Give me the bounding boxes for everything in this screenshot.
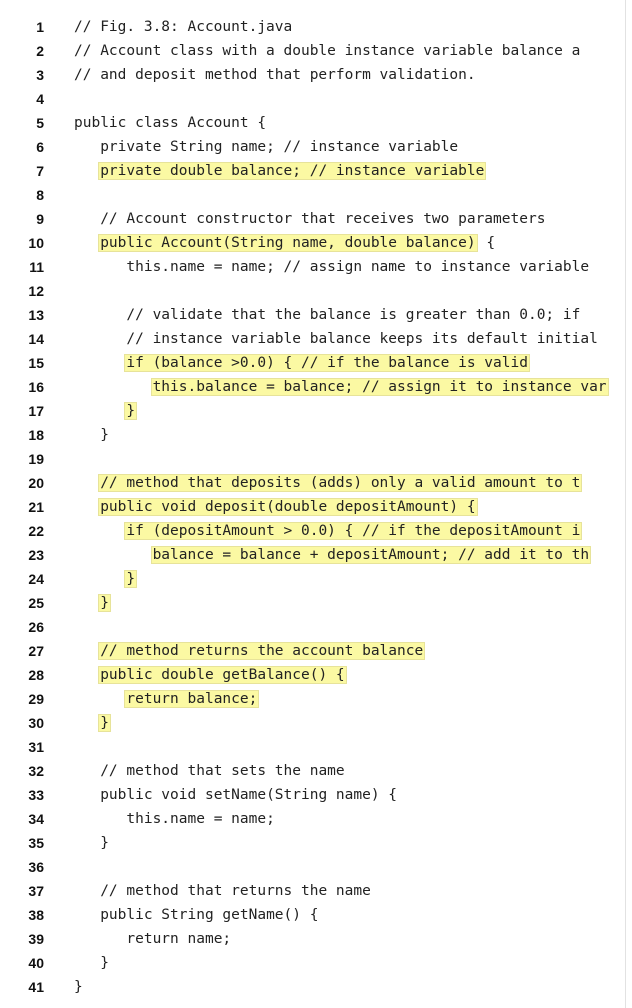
indent xyxy=(74,475,100,491)
line-code xyxy=(74,351,530,375)
code-text: public String getName() { xyxy=(100,907,319,923)
indent xyxy=(74,403,126,419)
code-line xyxy=(0,495,626,519)
code-line xyxy=(0,39,626,63)
indent xyxy=(74,571,126,587)
line-number: 33 xyxy=(28,787,44,803)
indent xyxy=(74,235,100,251)
code-line xyxy=(0,711,626,735)
code-line xyxy=(0,447,626,471)
line-number: 37 xyxy=(28,883,44,899)
indent xyxy=(74,883,100,899)
code-line xyxy=(0,87,626,111)
line-code xyxy=(74,519,582,543)
code-line xyxy=(0,255,626,279)
code-text: } xyxy=(100,955,109,971)
highlighted-code-text: if (depositAmount > 0.0) { // if the depositAmount i xyxy=(126,523,581,539)
line-code xyxy=(74,543,591,567)
code-line xyxy=(0,951,626,975)
code-text-suffix: { xyxy=(477,235,496,251)
line-number: 16 xyxy=(28,379,44,395)
line-code xyxy=(74,207,545,231)
indent xyxy=(74,163,100,179)
line-number: 29 xyxy=(28,691,44,707)
line-number: 27 xyxy=(28,643,44,659)
line-number: 9 xyxy=(36,211,44,227)
line-number: 35 xyxy=(28,835,44,851)
line-number: 4 xyxy=(36,91,44,107)
line-code xyxy=(74,375,609,399)
highlighted-code-text: // method returns the account balance xyxy=(100,643,424,659)
line-code xyxy=(74,663,347,687)
code-text: this.name = name; xyxy=(126,811,275,827)
code-line xyxy=(0,231,626,255)
indent xyxy=(74,907,100,923)
code-line xyxy=(0,807,626,831)
code-line xyxy=(0,831,626,855)
code-text: // method that sets the name xyxy=(100,763,345,779)
line-code xyxy=(74,423,109,447)
highlighted-code-text: return balance; xyxy=(126,691,258,707)
line-number: 1 xyxy=(36,19,44,35)
highlighted-code-text: this.balance = balance; // assign it to instance var xyxy=(152,379,607,395)
highlighted-code-text: } xyxy=(100,595,109,611)
code-line xyxy=(0,279,626,303)
line-number: 17 xyxy=(28,403,44,419)
code-line xyxy=(0,63,626,87)
line-number: 7 xyxy=(36,163,44,179)
code-text: // and deposit method that perform validation. xyxy=(74,67,476,83)
line-code xyxy=(74,687,259,711)
code-line xyxy=(0,135,626,159)
line-code xyxy=(74,111,266,135)
line-number: 6 xyxy=(36,139,44,155)
line-number: 2 xyxy=(36,43,44,59)
line-code xyxy=(74,903,318,927)
indent xyxy=(74,523,126,539)
line-number: 25 xyxy=(28,595,44,611)
highlighted-code-text: public Account(String name, double balance) xyxy=(100,235,476,251)
code-text: } xyxy=(100,427,109,443)
line-number: 28 xyxy=(28,667,44,683)
line-code xyxy=(74,255,589,279)
code-text: } xyxy=(100,835,109,851)
line-code xyxy=(74,639,425,663)
highlighted-code-text: if (balance >0.0) { // if the balance is valid xyxy=(126,355,528,371)
line-number: 38 xyxy=(28,907,44,923)
line-code xyxy=(74,63,476,87)
code-text: return name; xyxy=(126,931,232,947)
line-number: 41 xyxy=(28,979,44,995)
highlighted-code-text: public double getBalance() { xyxy=(100,667,345,683)
line-number: 10 xyxy=(28,235,44,251)
code-line xyxy=(0,927,626,951)
highlighted-code-text: balance = balance + depositAmount; // add it to th xyxy=(152,547,590,563)
line-code xyxy=(74,831,109,855)
indent xyxy=(74,715,100,731)
indent xyxy=(74,547,153,563)
line-code xyxy=(74,759,345,783)
line-number: 15 xyxy=(28,355,44,371)
indent xyxy=(74,259,126,275)
code-line xyxy=(0,759,626,783)
line-number: 18 xyxy=(28,427,44,443)
indent xyxy=(74,427,100,443)
line-number: 14 xyxy=(28,331,44,347)
code-line xyxy=(0,735,626,759)
code-line xyxy=(0,351,626,375)
code-line xyxy=(0,567,626,591)
line-number: 12 xyxy=(28,283,44,299)
code-line xyxy=(0,183,626,207)
line-number: 26 xyxy=(28,619,44,635)
indent xyxy=(74,379,153,395)
code-line xyxy=(0,903,626,927)
line-number: 24 xyxy=(28,571,44,587)
line-number: 22 xyxy=(28,523,44,539)
code-line xyxy=(0,207,626,231)
code-text: // method that returns the name xyxy=(100,883,371,899)
code-text: public void setName(String name) { xyxy=(100,787,398,803)
code-text: // instance variable balance keeps its default initial xyxy=(126,331,598,347)
indent xyxy=(74,691,126,707)
code-line xyxy=(0,159,626,183)
code-text: // Account constructor that receives two parameters xyxy=(100,211,546,227)
code-line xyxy=(0,855,626,879)
line-number: 40 xyxy=(28,955,44,971)
indent xyxy=(74,835,100,851)
line-number: 8 xyxy=(36,187,44,203)
line-code xyxy=(74,567,137,591)
highlighted-code-text: } xyxy=(126,403,136,419)
line-code xyxy=(74,783,397,807)
code-line xyxy=(0,975,626,999)
line-code xyxy=(74,927,231,951)
code-line xyxy=(0,687,626,711)
code-line xyxy=(0,471,626,495)
line-code xyxy=(74,975,83,999)
code-line xyxy=(0,303,626,327)
highlighted-code-text: public void deposit(double depositAmount) { xyxy=(100,499,476,515)
line-number: 34 xyxy=(28,811,44,827)
line-code xyxy=(74,159,486,183)
line-code xyxy=(74,399,137,423)
indent xyxy=(74,931,126,947)
line-number: 21 xyxy=(28,499,44,515)
line-number: 5 xyxy=(36,115,44,131)
indent xyxy=(74,355,126,371)
code-text: public class Account { xyxy=(74,115,267,131)
code-line xyxy=(0,111,626,135)
indent xyxy=(74,139,100,155)
line-number: 30 xyxy=(28,715,44,731)
highlighted-code-text: private double balance; // instance variable xyxy=(100,163,485,179)
indent xyxy=(74,211,100,227)
indent xyxy=(74,643,100,659)
code-line xyxy=(0,423,626,447)
code-line xyxy=(0,519,626,543)
code-line xyxy=(0,543,626,567)
line-code xyxy=(74,591,111,615)
indent xyxy=(74,307,126,323)
code-text: // Account class with a double instance variable balance a xyxy=(74,43,581,59)
indent xyxy=(74,667,100,683)
indent xyxy=(74,499,100,515)
line-code xyxy=(74,303,580,327)
indent xyxy=(74,595,100,611)
indent xyxy=(74,811,126,827)
line-code xyxy=(74,807,275,831)
line-number: 31 xyxy=(28,739,44,755)
code-line xyxy=(0,399,626,423)
indent xyxy=(74,787,100,803)
line-number: 36 xyxy=(28,859,44,875)
line-number: 3 xyxy=(36,67,44,83)
highlighted-code-text: // method that deposits (adds) only a valid amount to t xyxy=(100,475,581,491)
line-code xyxy=(74,135,458,159)
code-line xyxy=(0,15,626,39)
line-code xyxy=(74,951,109,975)
line-number: 32 xyxy=(28,763,44,779)
line-code xyxy=(74,231,495,255)
line-code xyxy=(74,711,111,735)
highlighted-code-text: } xyxy=(126,571,136,587)
line-number: 39 xyxy=(28,931,44,947)
code-line xyxy=(0,639,626,663)
code-line xyxy=(0,327,626,351)
line-code xyxy=(74,39,580,63)
line-number: 11 xyxy=(29,259,44,275)
indent xyxy=(74,331,126,347)
highlighted-code-text: } xyxy=(100,715,109,731)
code-line xyxy=(0,663,626,687)
code-line xyxy=(0,591,626,615)
code-line xyxy=(0,615,626,639)
line-number: 13 xyxy=(28,307,44,323)
line-number: 23 xyxy=(28,547,44,563)
code-line xyxy=(0,375,626,399)
indent xyxy=(74,763,100,779)
code-text: private String name; // instance variable xyxy=(100,139,459,155)
code-text: } xyxy=(74,979,83,995)
line-number: 19 xyxy=(28,451,44,467)
line-code xyxy=(74,495,478,519)
code-line xyxy=(0,783,626,807)
indent xyxy=(74,955,100,971)
code-line xyxy=(0,879,626,903)
line-code xyxy=(74,879,371,903)
code-text: this.name = name; // assign name to instance variable xyxy=(126,259,590,275)
line-number: 20 xyxy=(28,475,44,491)
line-code xyxy=(74,327,598,351)
code-text: // Fig. 3.8: Account.java xyxy=(74,19,293,35)
code-text: // validate that the balance is greater than 0.0; if xyxy=(126,307,581,323)
line-code xyxy=(74,15,292,39)
line-code xyxy=(74,471,582,495)
